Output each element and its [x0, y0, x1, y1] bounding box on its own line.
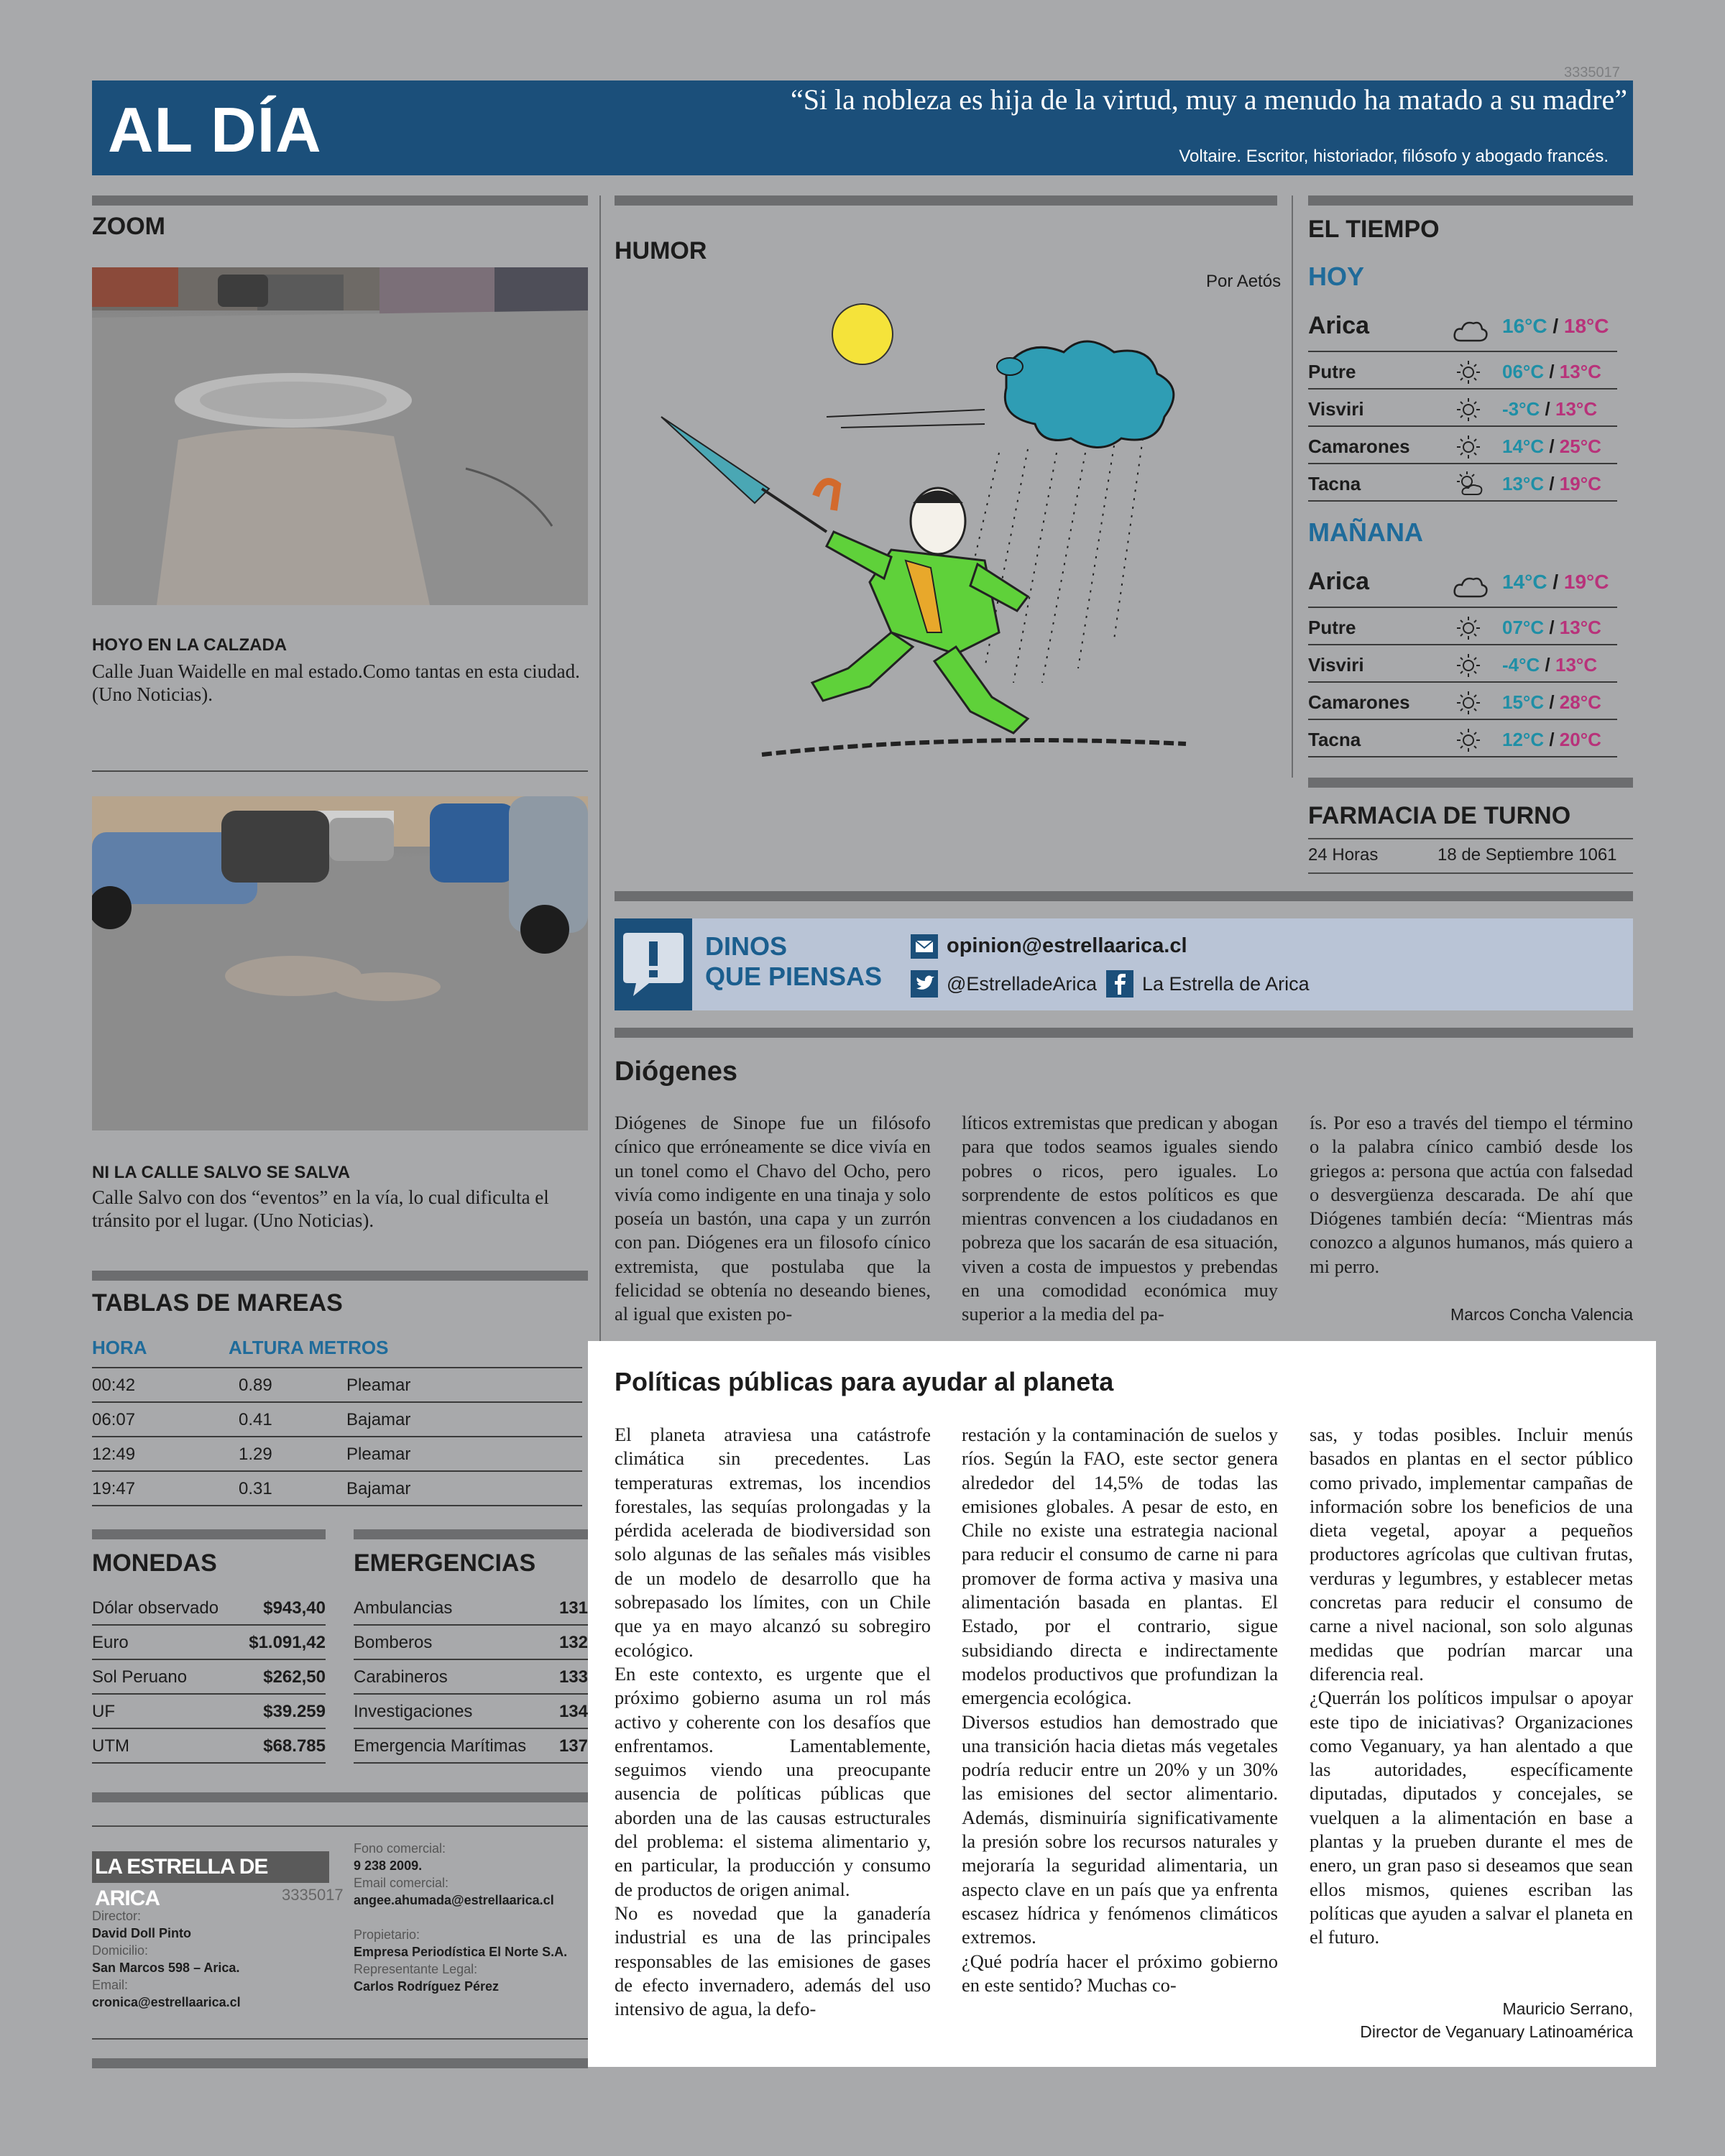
weather-title: EL TIEMPO	[1308, 216, 1440, 243]
staff-right: Fono comercial: 9 238 2009. Email comercial: angee.ahumada@estrellaarica.cl Propietario: Empresa Periodística El Norte S.A. Representante Legal: Carlos Rodríguez Pérez	[354, 1841, 568, 1994]
weather-row: Tacna 12°C / 20°C	[1308, 722, 1617, 757]
speech-bubble-icon	[615, 918, 692, 1010]
weather-row: Arica 16°C / 18°C	[1308, 305, 1617, 352]
weather-today-label: HOY	[1308, 262, 1365, 291]
twitter-handle-link[interactable]: @EstrelladeArica	[947, 973, 1097, 995]
table-row: 12:49 1.29 Pleamar	[92, 1437, 582, 1472]
header-quote: “Si la nobleza es hija de la virtud, muy a menudo ha matado a su madre”	[790, 83, 1627, 116]
dinos-box	[615, 918, 1633, 1010]
staff-left: Director: David Doll Pinto Domicilio: San Marcos 598 – Arica. Email: cronica@estrellaarica.cl	[92, 1909, 241, 2009]
article-author: Mauricio Serrano,	[1502, 1999, 1633, 2018]
article-politicas	[588, 1341, 1656, 2067]
weather-tomorrow-label: MAÑANA	[1308, 517, 1423, 547]
divider	[92, 2038, 588, 2040]
page-code: 3335017	[1564, 65, 1620, 80]
article-col-2: restación y la contaminación de suelos y ríos. Según la FAO, este sector genera alrededor del 14,5% de todas las emisiones globales. A pesar de esto, en Chile no existe una estrategia nacional para reducir el consumo de carne ni para promover de forma activa y masiva una alimentación basada en plantas. El Estado, por el contrario, sigue subsidiando directa e indirectamente modelos productivos que profundizan la emergencia ecológica. Diversos estudios han demostrado que una transición hacia dietas más vegetales podría reducir entre un 20% y un 30% las emisiones del sector alimentario. Además, disminuiría significativamente la presión sobre los recursos naturales y mejoraría la seguridad alimentaria, un aspecto clave en un país que ya enfrenta escasez hídrica y fenómenos climáticos extremos. ¿Qué podría hacer el próximo gobierno en este sentido? Muchas co-	[962, 1424, 1278, 1996]
humor-author: Por Aetós	[1206, 272, 1282, 291]
section-bar	[92, 195, 588, 206]
section-bar	[615, 195, 1277, 206]
facebook-page-link[interactable]: La Estrella de Arica	[1142, 973, 1310, 995]
table-row: Ambulancias 131	[354, 1591, 588, 1626]
cloud-icon	[1452, 572, 1489, 604]
divider	[1308, 838, 1633, 839]
caption-text: Calle Juan Waidelle en mal estado.Como tantas en esta ciudad. (Uno Noticias).	[92, 660, 580, 705]
humor-title: HUMOR	[615, 237, 707, 264]
pharmacy-title: FARMACIA DE TURNO	[1308, 802, 1571, 829]
diogenes-col-2: líticos extremistas que predican y abogan para que todos seamos iguales siendo pobres o ricos, pero iguales. Lo sorprendente de estos políticos es que mientras convencen a los ciudadanos en pobreza que los sacarán de esa situación, viven a costa de impuestos y prebendas en una comodidad económica muy superior a la media del pa-	[962, 1112, 1278, 1325]
facebook-icon	[1106, 970, 1133, 998]
sun-icon	[1455, 434, 1481, 464]
table-row: Sol Peruano $262,50	[92, 1660, 326, 1695]
sun-icon	[1455, 727, 1481, 757]
sun-icon	[1455, 615, 1481, 645]
table-row: 19:47 0.31 Bajamar	[92, 1472, 582, 1506]
weather-row: Putre 06°C / 13°C	[1308, 354, 1617, 390]
currency-table	[92, 1591, 326, 1771]
tides-table	[92, 1332, 582, 1505]
newspaper-logo: LA ESTRELLA DE ARICA	[92, 1851, 329, 1883]
dinos-title: DINOS QUE PIENSAS	[705, 931, 883, 991]
section-bar	[615, 1028, 1633, 1038]
section-bar	[92, 1792, 588, 1802]
table-row: 06:07 0.41 Bajamar	[92, 1403, 582, 1437]
divider	[92, 770, 588, 772]
table-row: Dólar observado $943,40	[92, 1591, 326, 1626]
page-header	[92, 80, 1633, 175]
weather-row: Camarones 15°C / 28°C	[1308, 684, 1617, 720]
pharmacy-hours: 24 Horas	[1308, 845, 1379, 865]
sun-icon	[1455, 653, 1481, 682]
diogenes-col-1: Diógenes de Sinope fue un filósofo cínico que erróneamente se dice vivía en un tonel como el Chavo del Ocho, pero vivía como indigente en una tinaja y solo poseía un bastón, una capa y un zurrón con pan. Diógenes era un filosofo cínico extremista, que postulaba que la felicidad se obtenía no deseando bienes, al igual que existen po-	[615, 1112, 931, 1325]
table-row: Investigaciones 134	[354, 1695, 588, 1729]
table-row: Bomberos 132	[354, 1626, 588, 1660]
diogenes-author: Marcos Concha Valencia	[1450, 1305, 1633, 1324]
sun-icon	[1455, 359, 1481, 389]
tides-title: TABLAS DE MAREAS	[92, 1289, 343, 1317]
diogenes-title: Diógenes	[615, 1056, 738, 1087]
caption-title: HOYO EN LA CALZADA	[92, 635, 288, 655]
sun-icon	[1455, 397, 1481, 426]
section-bar	[615, 891, 1633, 901]
sun-cloud-icon	[1455, 471, 1484, 501]
weather-row: Visviri -4°C / 13°C	[1308, 647, 1617, 683]
section-bar	[92, 1529, 326, 1539]
weather-row: Putre 07°C / 13°C	[1308, 609, 1617, 645]
section-bar	[1308, 778, 1633, 788]
divider	[92, 1825, 588, 1827]
table-row: 00:42 0.89 Pleamar	[92, 1368, 582, 1403]
emergency-title: EMERGENCIAS	[354, 1549, 536, 1577]
sun-icon	[1455, 690, 1481, 719]
section-title: AL DÍA	[108, 94, 322, 165]
zoom-title: ZOOM	[92, 213, 165, 240]
article-col-3: sas, y todas posibles. Incluir menús basados en plantas en el sector público como privado, implementar campañas de información sobre los beneficios de una dieta vegetal, apoyar a pequeños productores agrícolas que cultivan frutas, verduras y legumbres, y establecer metas concretas para reducir el consumo de carne a nivel nacional, son solo algunas medidas que podrían marcar una diferencia real. ¿Querrán los políticos impulsar o apoyar este tipo de iniciativas? Organizaciones como Veganuary, ya han alentado a que las autoridades, específicamente diputadas, diputados y concejales, se vuelquen a la alimentación en base a plantas y la prueben durante el mes de enero, un gran paso si deseamos que sean ellos mismos, quienes escriban las políticas que ayuden a salvar el planeta en el futuro.	[1310, 1424, 1633, 1948]
street-pothole-photo	[92, 267, 588, 605]
pharmacy-address: 18 de Septiembre 1061	[1438, 845, 1617, 865]
table-row: UF $39.259	[92, 1695, 326, 1729]
email-icon	[911, 934, 938, 959]
column-divider	[599, 195, 601, 1344]
article-title: Políticas públicas para ayudar al planeta	[615, 1367, 1114, 1396]
table-row: UTM $68.785	[92, 1729, 326, 1764]
caption-text: Calle Salvo con dos “eventos” en la vía, lo cual dificulta el tránsito por el lugar. (Uno Noticias).	[92, 1187, 549, 1231]
divider	[1308, 872, 1633, 874]
emergency-table	[354, 1591, 588, 1771]
opinion-email-link[interactable]: opinion@estrellaarica.cl	[947, 934, 1187, 957]
tides-header-hour: HORA	[92, 1337, 147, 1358]
section-bar	[92, 2058, 588, 2068]
table-row: Emergencia Marítimas 137	[354, 1729, 588, 1764]
weather-tomorrow-list	[1308, 561, 1617, 769]
twitter-icon	[911, 970, 938, 998]
article-col-1: El planeta atraviesa una catástrofe climática sin precedentes. Las temperaturas extremas, los incendios forestales, las sequías prolongadas y la pérdida acelerada de biodiversidad son solo algunas de las señales más visibles de un modelo de desarrollo que ha sobrepasado los límites, con un Chile que ya en mayo alcanzó su sobregiro ecológico. En este contexto, es urgente que el próximo gobierno asuma un rol más activo y coherente con los desafíos que enfrentamos. Lamentablemente, seguimos viendo una preocupante ausencia de políticas públicas que aborden una de las causas estructurales del problema: el sistema alimentario y, en particular, la producción y consumo de productos de origen animal. No es novedad que la ganadería industrial es una de las principales responsables de las emisiones de gases de efecto invernadero, además del uso intensivo de agua, la defo-	[615, 1424, 931, 2020]
currency-title: MONEDAS	[92, 1549, 217, 1577]
weather-today-list	[1308, 305, 1617, 513]
weather-row: Tacna 13°C / 19°C	[1308, 466, 1617, 502]
street-potholes-photo	[92, 796, 588, 1130]
weather-row: Camarones 14°C / 25°C	[1308, 428, 1617, 464]
table-row: Carabineros 133	[354, 1660, 588, 1695]
column-divider	[1292, 195, 1293, 778]
table-row: Euro $1.091,42	[92, 1626, 326, 1660]
article-author-role: Director de Veganuary Latinoamérica	[1360, 2022, 1633, 2041]
weather-row: Arica 14°C / 19°C	[1308, 561, 1617, 608]
section-bar	[1308, 195, 1633, 206]
caption-title: NI LA CALLE SALVO SE SALVA	[92, 1163, 351, 1182]
quote-author: Voltaire. Escritor, historiador, filósofo y abogado francés.	[1179, 147, 1609, 166]
logo-code: 3335017	[282, 1886, 344, 1904]
tides-header-height: ALTURA METROS	[229, 1337, 389, 1358]
humor-cartoon	[654, 295, 1215, 769]
cloud-icon	[1452, 316, 1489, 349]
diogenes-col-3: ís. Por eso a través del tiempo el término o la palabra cínico cambió desde los griegos a: persona que actúa con falsedad o desvergüenza descarada. De ahí que Diógenes también decía: “Mientras más conozco a algunos humanos, más quiero a mi perro.	[1310, 1112, 1633, 1277]
section-bar	[354, 1529, 588, 1539]
weather-row: Visviri -3°C / 13°C	[1308, 391, 1617, 427]
section-bar	[92, 1271, 588, 1281]
